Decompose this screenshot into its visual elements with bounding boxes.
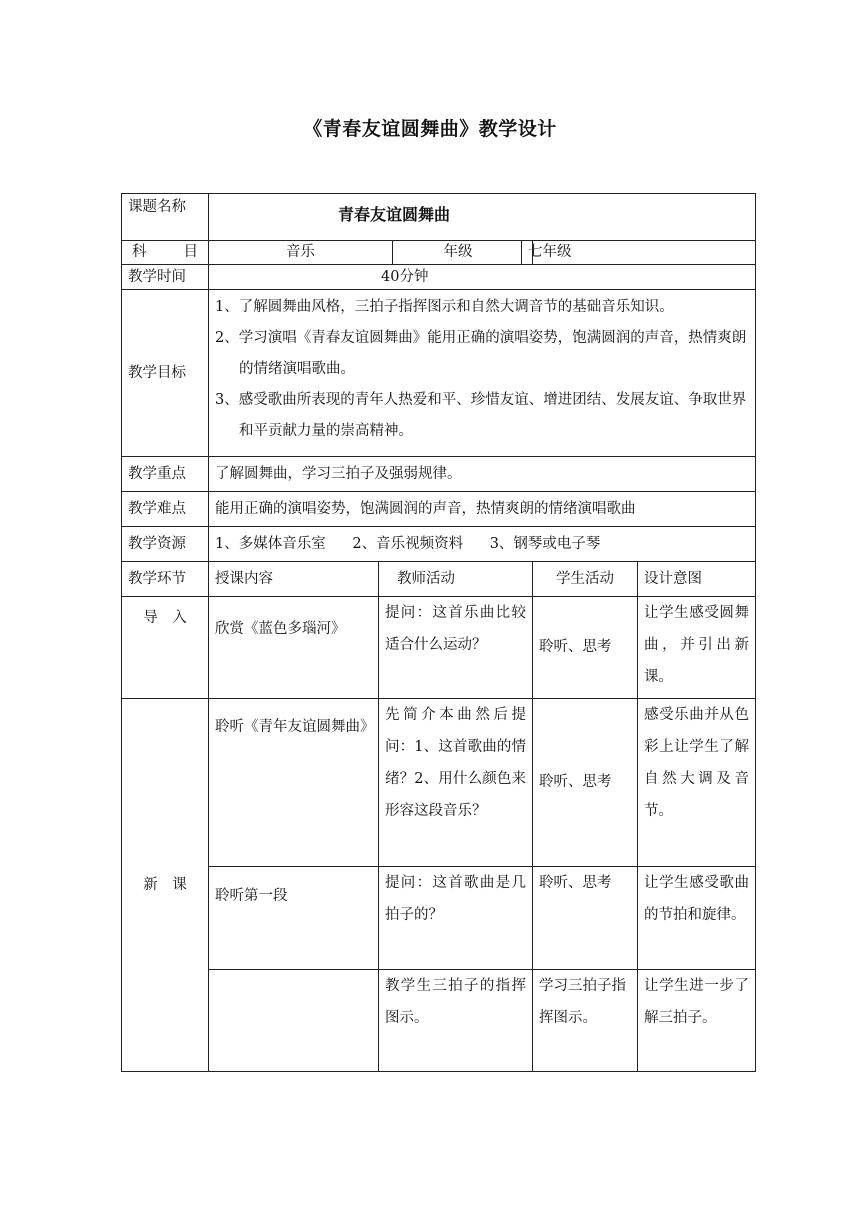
resources-list [209, 527, 756, 562]
difficulty-label: 教学难点 [122, 492, 209, 527]
new-content [209, 970, 379, 1072]
time-row [122, 265, 756, 290]
intro-stage: 导 入 [122, 597, 209, 699]
subject-label: 科 目 [122, 241, 209, 265]
new-content: 聆听第一段 [209, 867, 379, 970]
subject-row [122, 241, 756, 265]
new-lesson-row [122, 970, 756, 1072]
new-teacher: 提问：这首歌曲是几拍子的？ [379, 867, 533, 970]
grade-label: 年级 [443, 244, 473, 261]
key-value: 了解圆舞曲，学习三拍子及强弱规律。 [209, 457, 756, 492]
new-lesson-row [122, 867, 756, 970]
document-title: 《青春友谊圆舞曲》教学设计 [303, 118, 557, 140]
goal-item: 1、了解圆舞曲风格，三拍子指挥图示和自然大调音节的基础音乐知识。 [215, 299, 674, 315]
header-intent: 设计意图 [638, 562, 756, 597]
new-lesson-row [122, 699, 756, 867]
resource-item: 3、钢琴或电子琴 [489, 535, 601, 552]
time-value: 40分钟 [209, 265, 756, 290]
header-stage: 教学环节 [122, 562, 209, 597]
key-label: 教学重点 [122, 457, 209, 492]
process-header-row [122, 562, 756, 597]
resources-row [122, 527, 756, 562]
new-content: 聆听《青年友谊圆舞曲》 [209, 699, 379, 867]
resource-item: 1、多媒体音乐室 [215, 535, 326, 552]
new-teacher: 教学生三拍子的指挥图示。 [379, 970, 533, 1072]
goal-item: 3、感受歌曲所表现的青年人热爱和平、珍惜友谊、增进团结、发展友谊、争取世界和平贡献力量的崇高精神。 [215, 392, 747, 439]
subject-grade-cell [209, 241, 533, 265]
topic-row [122, 194, 756, 241]
topic-label: 课题名称 [122, 194, 209, 241]
goals-row [122, 290, 756, 457]
intro-student: 聆听、思考 [533, 597, 638, 699]
intro-teacher: 提问：这首乐曲比较适合什么运动？ [379, 597, 533, 699]
grade-value: 七年级 [533, 241, 756, 265]
intro-content: 欣赏《蓝色多瑙河》 [209, 597, 379, 699]
header-teacher: 教师活动 [379, 562, 533, 597]
new-intent: 感受乐曲并从色彩上让学生了解自然大调及音节。 [638, 699, 756, 867]
new-intent: 让学生进一步了解三拍子。 [638, 970, 756, 1072]
new-teacher: 先简介本曲然后提问：1、这首歌曲的情绪？2、用什么颜色来形容这段音乐？ [379, 699, 533, 867]
new-student: 聆听、思考 [533, 867, 638, 970]
subject-value: 音乐 [286, 244, 315, 261]
intro-intent: 让学生感受圆舞曲，并引出新课。 [638, 597, 756, 699]
resource-item: 2、音乐视频资料 [352, 535, 464, 552]
header-student: 学生活动 [533, 562, 638, 597]
new-student: 聆听、思考 [533, 699, 638, 867]
new-student: 学习三拍子指挥图示。 [533, 970, 638, 1072]
lesson-plan-table [121, 193, 756, 1072]
goal-item: 2、学习演唱《青春友谊圆舞曲》能用正确的演唱姿势，饱满圆润的声音，热情爽朗的情绪演唱歌曲。 [215, 330, 747, 377]
intro-row [122, 597, 756, 699]
header-content: 授课内容 [209, 562, 379, 597]
topic-value: 青春友谊圆舞曲 [209, 194, 756, 241]
key-row [122, 457, 756, 492]
resources-label: 教学资源 [122, 527, 209, 562]
difficulty-value: 能用正确的演唱姿势，饱满圆润的声音，热情爽朗的情绪演唱歌曲 [209, 492, 756, 527]
goals-list [209, 290, 756, 457]
new-intent: 让学生感受歌曲的节拍和旋律。 [638, 867, 756, 970]
difficulty-row [122, 492, 756, 527]
new-lesson-stage: 新 课 [122, 699, 209, 1072]
goals-label: 教学目标 [122, 290, 209, 457]
time-label: 教学时间 [122, 265, 209, 290]
